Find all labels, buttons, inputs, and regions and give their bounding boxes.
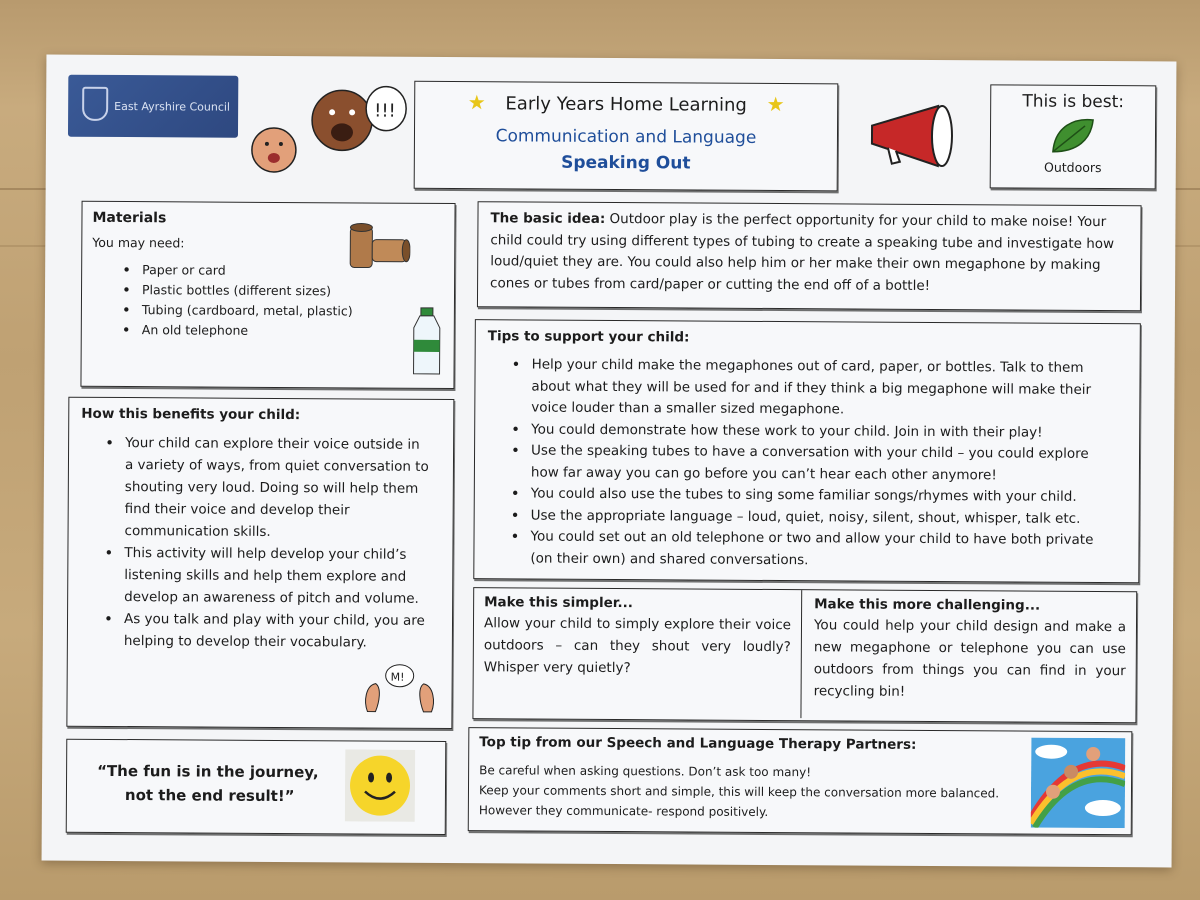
children-rainbow-picture <box>1031 738 1126 829</box>
challenging-text: You could help your child design and make a new megaphone or telephone you can use outdoors from things you can find in your recycling bin! <box>813 617 1127 700</box>
water-bottle-icon <box>410 306 444 378</box>
quote-line-2: not the end result!” <box>124 786 295 806</box>
best-location-box <box>990 84 1157 189</box>
simpler-section <box>473 588 802 718</box>
leaf-icon <box>1049 116 1097 156</box>
benefits-heading: How this benefits your child: <box>81 405 301 424</box>
list-item: • As you talk and play with your child, you are helping to develop their vocabulary. <box>98 608 430 654</box>
two-people-talking-icon <box>361 661 437 717</box>
page-title: Early Years Home Learning <box>505 93 747 116</box>
benefits-box <box>66 397 454 729</box>
materials-box <box>80 201 455 389</box>
top-tip-line: Be careful when asking questions. Don’t ask too many! <box>479 763 812 780</box>
title-box <box>414 81 839 192</box>
top-tip-heading: Top tip from our Speech and Language Therapy Partners: <box>479 734 917 753</box>
top-tip-line: Keep your comments short and simple, this will keep the conversation more balanced. <box>478 783 1000 801</box>
star-icon: ★ <box>766 91 785 117</box>
topic-title: Speaking Out <box>561 152 691 174</box>
challenging-section <box>803 590 1136 720</box>
svg-text:!!!: !!! <box>374 100 396 122</box>
worksheet-page <box>42 55 1177 868</box>
council-logo <box>68 75 238 138</box>
star-icon: ★ <box>467 90 486 115</box>
benefits-list <box>98 432 431 654</box>
list-item: • Your child can explore their voice outside in a variety of ways, from quiet conversation to shouting very loud. Doing so will help them find their voice and develop their communication skills. <box>98 432 431 544</box>
list-item: • Use the speaking tubes to have a conversation with your child – you could explore how far away you can go before you can’t hear each other anymore! <box>505 440 1111 487</box>
best-value: Outdoors <box>1043 159 1102 176</box>
list-item: • You could set out an old telephone or two and allow your child to have both private (on their own) and shared conversations. <box>504 526 1110 573</box>
tips-heading: Tips to support your child: <box>487 328 690 346</box>
list-item: • Paper or card <box>116 260 444 282</box>
crest-icon <box>82 87 108 121</box>
list-item: • Tubing (cardboard, metal, plastic) <box>116 300 444 322</box>
simpler-text: Allow your child to simply explore their voice outdoors – can they shout very loudly? Whisper very quietly? <box>483 615 792 677</box>
list-item: • Help your child make the megaphones out of card, paper, or bottles. Talk to them about what they will be used for and if they think a big megaphone will make their voice louder than a smaller sized megaphone. <box>505 354 1111 422</box>
cardboard-tubes-icon <box>344 217 410 273</box>
tips-box <box>473 319 1141 583</box>
top-tip-line: However they communicate- respond positively. <box>478 803 769 819</box>
list-item: • Plastic bottles (different sizes) <box>116 280 444 302</box>
top-tip-lines <box>479 760 1121 824</box>
svg-text:M!: M! <box>390 670 405 684</box>
materials-intro: You may need: <box>92 234 185 251</box>
subject-title: Communication and Language <box>495 126 757 148</box>
quote-line-1: “The fun is in the journey, <box>97 761 319 782</box>
basic-idea-label: The basic idea: <box>490 210 606 227</box>
simpler-heading: Make this simpler... <box>484 594 633 612</box>
list-item: • Use the appropriate language – loud, quiet, noisy, silent, shout, whisper, talk etc. <box>505 505 1111 530</box>
materials-heading: Materials <box>92 209 167 227</box>
list-item: • This activity will help develop your child’s listening skills and help them explore and develop an awareness of pitch and volume. <box>98 542 430 610</box>
quote-box <box>66 739 447 835</box>
top-tip-box <box>468 727 1133 835</box>
smiley-face-icon <box>345 749 415 821</box>
best-label: This is best: <box>1022 91 1125 113</box>
basic-idea-box <box>477 201 1142 311</box>
challenging-heading: Make this more challenging... <box>814 596 1041 614</box>
megaphone-icon <box>866 104 966 175</box>
tips-list <box>504 354 1111 573</box>
list-item: • You could demonstrate how these work to your child. Join in with their play! <box>505 419 1111 444</box>
list-item: • An old telephone <box>116 320 444 342</box>
logo-text: East Ayrshire Council <box>114 99 231 114</box>
basic-idea-text: Outdoor play is the perfect opportunity for your child to make noise! Your child could try using different types of tubing to create a speaking tube and investigate how loud/quiet they are. You could also help him or her make their own megaphone by making cones or tubes from card/paper or cutting the end off of a bottle! <box>490 210 1115 294</box>
list-item: • You could also use the tubes to sing some familiar songs/rhymes with your child. <box>505 483 1111 508</box>
talking-faces-icon <box>244 78 415 189</box>
difficulty-box <box>472 587 1137 723</box>
